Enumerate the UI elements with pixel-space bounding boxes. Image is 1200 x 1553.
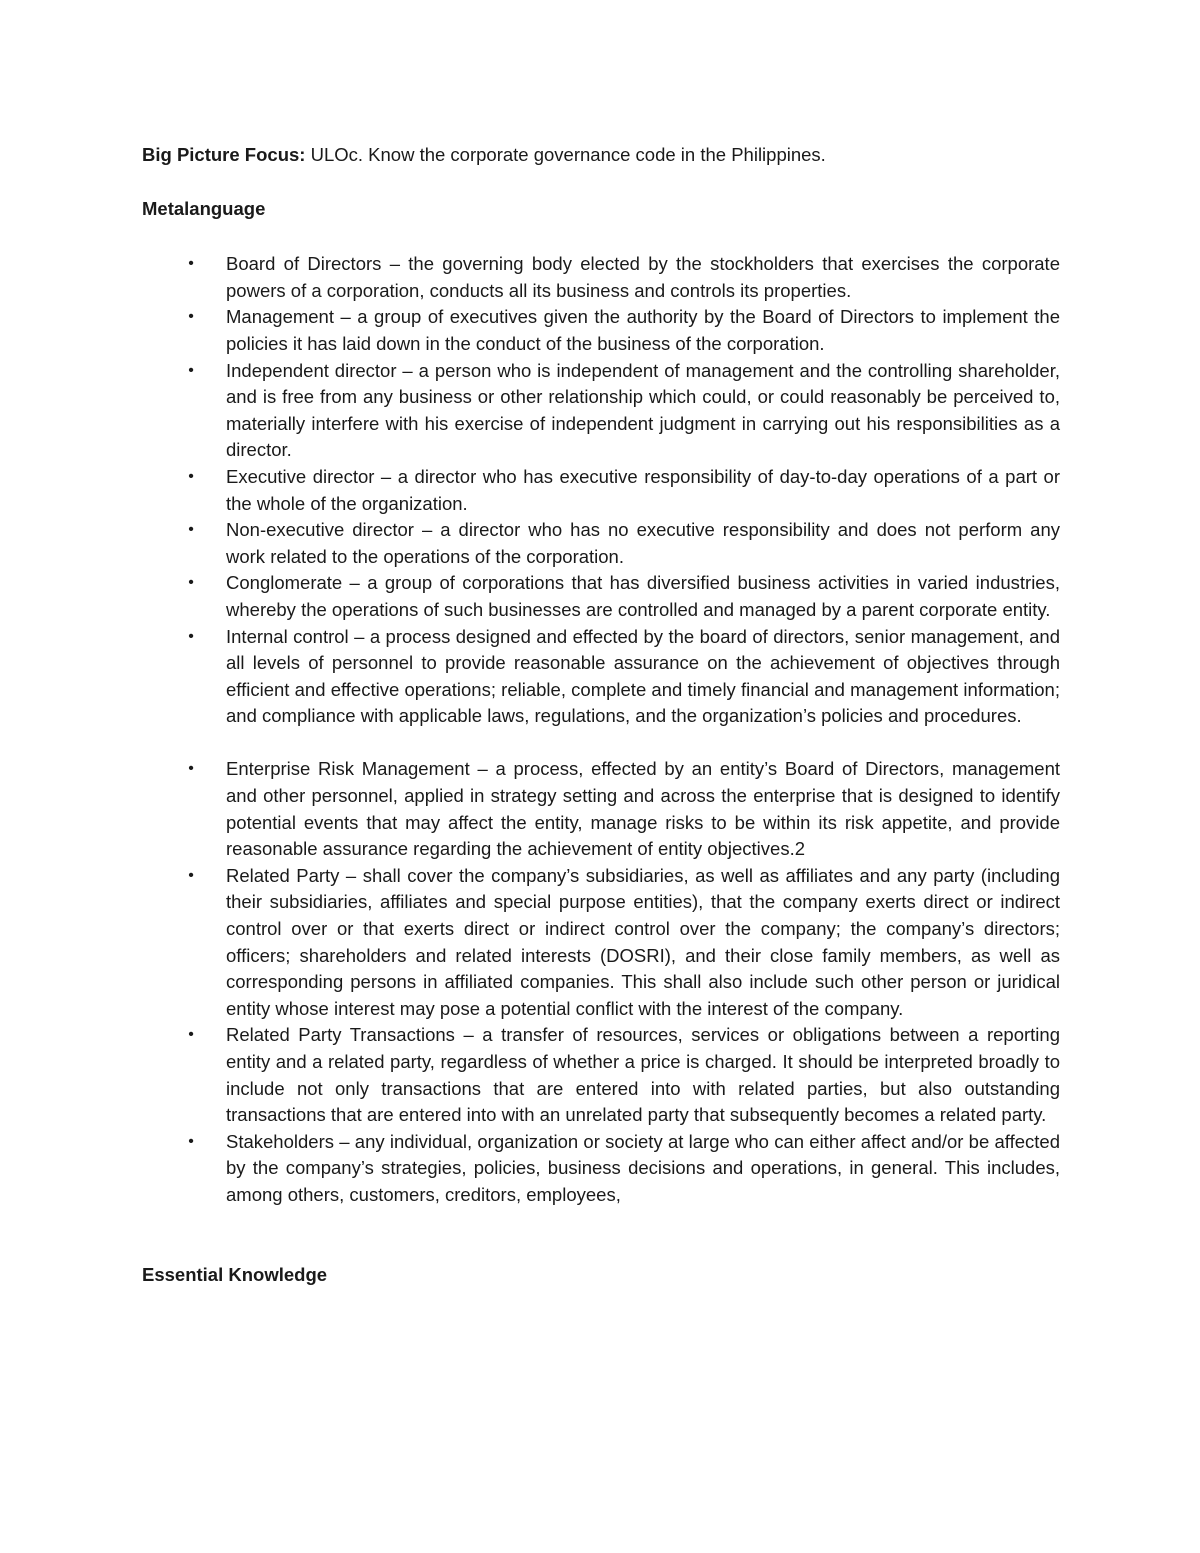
bullet-icon: • — [188, 627, 194, 645]
term-name: Conglomerate — [226, 572, 343, 594]
term-definition: – a process designed and effected by the board of directors, senior management, and all levels of personnel to provide reasonable assurance on the achievement of objectives through efficient and effective operations; reliable, complete and timely financial and management information; and compliance with applicable laws, regulations, and the organization’s policies and procedures. — [226, 625, 1061, 727]
bullet-icon: • — [188, 308, 194, 326]
bullet-icon: • — [188, 361, 194, 379]
term-name: Management — [226, 306, 334, 328]
list-item — [142, 1022, 1060, 1128]
list-item — [142, 358, 1060, 464]
list-item — [142, 624, 1060, 730]
bullet-icon: • — [188, 467, 194, 485]
metalanguage-heading: Metalanguage — [142, 197, 266, 219]
term-definition: – a director who has executive responsibility of day-to-day operations of a part or the whole of the organization. — [226, 465, 1060, 514]
list-item — [142, 570, 1060, 623]
list-item — [142, 863, 1060, 1023]
big-picture-focus — [142, 142, 1060, 169]
bullet-icon: • — [188, 866, 194, 884]
term-definition: – shall cover the company’s subsidiaries, as well as affiliates and any party (including their subsidiaries, affiliates and special purpose entities), that the company exerts direct or indirect control over or that exerts direct or indirect control over the company; the company’s directors; officers; shareholders and related interests (DOSRI), and their close family members, as well as corresponding persons in affiliated companies. This shall also include such other person or juridical entity whose interest may pose a potential conflict with the interest of the company. — [226, 864, 1060, 1019]
focus-label: Big Picture Focus: — [142, 144, 306, 165]
term-name: Stakeholders — [226, 1130, 334, 1152]
bullet-icon: • — [188, 255, 194, 273]
term-name: Board of Directors — [226, 253, 382, 275]
term-definition: – a group of executives given the authority by the Board of Directors to implement the policies it has laid down in the conduct of the business of the corporation. — [226, 306, 1060, 354]
term-definition: – any individual, organization or society at large who can either affect and/or be affected by the company’s strategies, policies, business decisions and operations, in general. This includes, among others, customers, creditors, employees, — [226, 1130, 1060, 1205]
term-name: Related Party — [226, 864, 340, 886]
term-name: Internal control — [226, 625, 349, 647]
essential-knowledge-heading: Essential Knowledge — [142, 1263, 328, 1285]
list-item — [142, 756, 1060, 862]
term-name: Non-executive director — [226, 519, 414, 541]
bullet-icon: • — [188, 760, 194, 778]
list-item — [142, 251, 1060, 304]
term-name: Enterprise Risk Management — [226, 758, 470, 780]
term-definition: – a process, effected by an entity’s Board of Directors, management and other personnel, applied in strategy setting and across the enterprise that is designed to identify potential events that may affect the entity, manage risks to be within its risk appetite, and provide reasonable assurance regarding the achievement of entity objectives.2 — [226, 758, 1060, 860]
bullet-icon: • — [188, 1026, 194, 1044]
term-name: Independent director — [226, 359, 397, 381]
list-item — [142, 304, 1060, 357]
term-definition: – a director who has no executive responsibility and does not perform any work related to the operations of the corporation. — [226, 519, 1060, 567]
bullet-icon: • — [188, 521, 194, 539]
focus-text: ULOc. Know the corporate governance code in the Philippines. — [305, 144, 826, 165]
term-definition: – a transfer of resources, services or obligations between a reporting entity and a related party, regardless of whether a price is charged. It should be interpreted broadly to include not only transactions that are entered into with related parties, but also outstanding transactions that are entered into with an unrelated party that subsequently becomes a related party. — [226, 1024, 1060, 1126]
term-definition: – the governing body elected by the stockholders that exercises the corporate powers of a corporation, conducts all its business and controls its properties. — [226, 253, 1060, 301]
term-definition: – a person who is independent of management and the controlling shareholder, and is free from any business or other relationship which could, or could reasonably be perceived to, materially interfere with his exercise of independent judgment in carrying out his responsibilities as a director. — [226, 359, 1060, 461]
list-item — [142, 1129, 1060, 1209]
list-item — [142, 464, 1060, 517]
document-body — [142, 142, 1060, 1288]
term-name: Related Party Transactions — [226, 1024, 455, 1046]
term-name: Executive director — [226, 465, 375, 487]
metalanguage-term-list — [142, 251, 1060, 1208]
bullet-icon: • — [188, 574, 194, 592]
list-item — [142, 517, 1060, 570]
term-definition: – a group of corporations that has diversified business activities in varied industries, whereby the operations of such businesses are controlled and managed by a parent corporate entity. — [226, 572, 1060, 620]
bullet-icon: • — [188, 1132, 194, 1150]
